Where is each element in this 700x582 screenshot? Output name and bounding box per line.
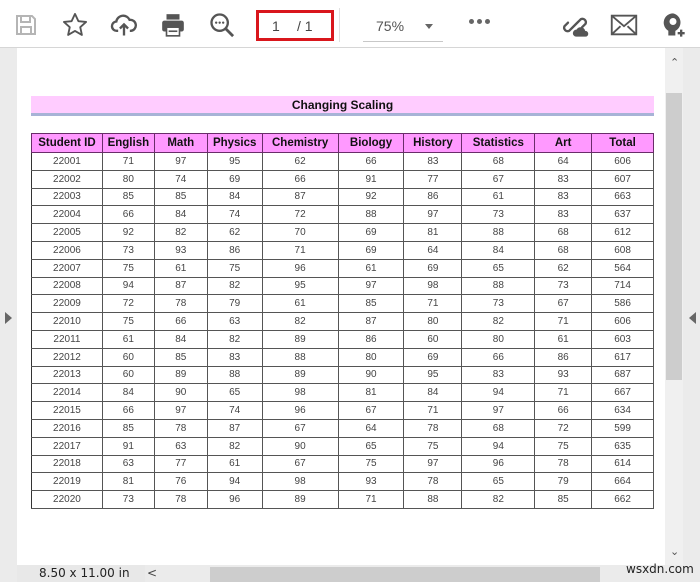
table-cell: 83 — [462, 366, 535, 384]
column-header: Chemistry — [262, 134, 338, 153]
table-cell: 637 — [592, 206, 654, 224]
table-cell: 84 — [462, 241, 535, 259]
table-cell: 606 — [592, 313, 654, 331]
table-cell: 61 — [102, 330, 154, 348]
table-cell: 68 — [462, 419, 535, 437]
table-cell: 88 — [462, 277, 535, 295]
table-cell: 78 — [154, 295, 207, 313]
table-cell: 599 — [592, 419, 654, 437]
table-cell: 92 — [102, 224, 154, 242]
table-cell: 667 — [592, 384, 654, 402]
column-header: English — [102, 134, 154, 153]
table-cell: 64 — [404, 241, 462, 259]
table-cell: 664 — [592, 473, 654, 491]
table-cell: 79 — [207, 295, 262, 313]
table-cell: 89 — [154, 366, 207, 384]
more-dot-icon — [477, 19, 482, 24]
table-row — [32, 455, 654, 473]
table-cell: 78 — [535, 455, 592, 473]
table-cell: 22004 — [32, 206, 103, 224]
table-cell: 84 — [404, 384, 462, 402]
table-cell: 67 — [262, 419, 338, 437]
table-cell: 94 — [207, 473, 262, 491]
table-cell: 74 — [154, 170, 207, 188]
table-row — [32, 491, 654, 509]
table-cell: 68 — [535, 241, 592, 259]
table-cell: 84 — [154, 330, 207, 348]
table-cell: 74 — [207, 206, 262, 224]
column-header: Biology — [338, 134, 404, 153]
table-cell: 87 — [207, 419, 262, 437]
table-cell: 73 — [462, 295, 535, 313]
page-number-input[interactable] — [256, 10, 334, 41]
table-cell: 22008 — [32, 277, 103, 295]
add-user-icon[interactable] — [658, 10, 688, 40]
table-cell: 22005 — [32, 224, 103, 242]
table-cell: 66 — [102, 206, 154, 224]
table-cell: 76 — [154, 473, 207, 491]
table-cell: 89 — [262, 330, 338, 348]
column-header: Statistics — [462, 134, 535, 153]
table-cell: 603 — [592, 330, 654, 348]
table-cell: 608 — [592, 241, 654, 259]
table-cell: 87 — [262, 188, 338, 206]
table-cell: 67 — [462, 170, 535, 188]
table-cell: 87 — [154, 277, 207, 295]
table-row — [32, 402, 654, 420]
zoom-level-value: 75% — [376, 18, 405, 34]
table-row — [32, 330, 654, 348]
table-cell: 88 — [404, 491, 462, 509]
table-row — [32, 170, 654, 188]
table-row — [32, 348, 654, 366]
table-cell: 94 — [102, 277, 154, 295]
table-cell: 96 — [462, 455, 535, 473]
table-cell: 92 — [338, 188, 404, 206]
table-cell: 80 — [338, 348, 404, 366]
table-cell: 71 — [102, 153, 154, 171]
table-cell: 85 — [154, 348, 207, 366]
table-cell: 71 — [535, 384, 592, 402]
table-cell: 617 — [592, 348, 654, 366]
table-cell: 66 — [535, 402, 592, 420]
table-cell: 97 — [462, 402, 535, 420]
table-cell: 70 — [262, 224, 338, 242]
table-cell: 98 — [262, 384, 338, 402]
table-cell: 82 — [462, 491, 535, 509]
table-cell: 65 — [338, 437, 404, 455]
table-cell: 97 — [338, 277, 404, 295]
table-cell: 69 — [404, 259, 462, 277]
expand-left-panel-icon[interactable] — [5, 312, 12, 324]
table-cell: 91 — [102, 437, 154, 455]
table-cell: 663 — [592, 188, 654, 206]
table-cell: 82 — [207, 277, 262, 295]
table-cell: 87 — [338, 313, 404, 331]
table-cell: 22006 — [32, 241, 103, 259]
table-cell: 662 — [592, 491, 654, 509]
table-cell: 95 — [207, 153, 262, 171]
table-cell: 63 — [154, 437, 207, 455]
table-cell: 62 — [535, 259, 592, 277]
table-cell: 86 — [207, 241, 262, 259]
table-cell: 22017 — [32, 437, 103, 455]
table-cell: 60 — [404, 330, 462, 348]
table-cell: 73 — [462, 206, 535, 224]
page-title: Changing Scaling — [31, 96, 654, 116]
table-cell: 67 — [338, 402, 404, 420]
left-panel-gutter — [0, 48, 17, 565]
table-cell: 82 — [262, 313, 338, 331]
table-cell: 83 — [535, 188, 592, 206]
vertical-scrollbar[interactable] — [665, 48, 683, 565]
table-cell: 93 — [535, 366, 592, 384]
table-cell: 85 — [535, 491, 592, 509]
more-dot-icon — [485, 19, 490, 24]
toolbar — [0, 0, 700, 48]
table-cell: 96 — [262, 402, 338, 420]
table-cell: 606 — [592, 153, 654, 171]
column-header: Total — [592, 134, 654, 153]
table-cell: 73 — [535, 277, 592, 295]
table-cell: 81 — [338, 384, 404, 402]
table-cell: 96 — [262, 259, 338, 277]
table-cell: 88 — [262, 348, 338, 366]
table-cell: 93 — [338, 473, 404, 491]
table-cell: 65 — [207, 384, 262, 402]
watermark: wsxdn.com — [626, 562, 694, 576]
table-cell: 62 — [207, 224, 262, 242]
table-header-row — [32, 134, 654, 153]
document-page — [17, 48, 665, 565]
bookmark-star-icon[interactable] — [60, 10, 90, 40]
table-cell: 90 — [154, 384, 207, 402]
column-header: Math — [154, 134, 207, 153]
table-cell: 90 — [338, 366, 404, 384]
table-cell: 61 — [338, 259, 404, 277]
table-row — [32, 419, 654, 437]
table-cell: 82 — [207, 437, 262, 455]
table-cell: 80 — [462, 330, 535, 348]
save-icon[interactable] — [11, 10, 41, 40]
vertical-scroll-thumb[interactable] — [666, 93, 682, 380]
table-cell: 77 — [404, 170, 462, 188]
share-link-icon[interactable] — [560, 10, 590, 40]
table-cell: 61 — [262, 295, 338, 313]
table-cell: 86 — [404, 188, 462, 206]
table-cell: 69 — [404, 348, 462, 366]
table-cell: 83 — [535, 206, 592, 224]
table-cell: 22019 — [32, 473, 103, 491]
table-row — [32, 313, 654, 331]
table-cell: 72 — [102, 295, 154, 313]
table-cell: 61 — [154, 259, 207, 277]
table-cell: 82 — [154, 224, 207, 242]
table-cell: 71 — [338, 491, 404, 509]
table-cell: 73 — [102, 241, 154, 259]
table-cell: 81 — [102, 473, 154, 491]
table-cell: 66 — [338, 153, 404, 171]
table-cell: 71 — [404, 402, 462, 420]
cloud-upload-icon[interactable] — [109, 10, 139, 40]
table-cell: 85 — [102, 188, 154, 206]
table-cell: 22011 — [32, 330, 103, 348]
status-bar — [17, 565, 683, 582]
table-row — [32, 295, 654, 313]
student-scores-table — [31, 133, 654, 509]
table-cell: 83 — [207, 348, 262, 366]
table-cell: 64 — [535, 153, 592, 171]
table-row — [32, 437, 654, 455]
table-cell: 687 — [592, 366, 654, 384]
table-cell: 86 — [338, 330, 404, 348]
table-cell: 67 — [262, 455, 338, 473]
print-icon[interactable] — [158, 10, 188, 40]
table-cell: 89 — [262, 366, 338, 384]
table-cell: 22009 — [32, 295, 103, 313]
table-cell: 83 — [535, 170, 592, 188]
table-cell: 66 — [462, 348, 535, 366]
table-cell: 74 — [207, 402, 262, 420]
table-cell: 88 — [207, 366, 262, 384]
table-cell: 98 — [404, 277, 462, 295]
table-cell: 63 — [102, 455, 154, 473]
expand-right-panel-icon[interactable] — [689, 312, 696, 324]
table-cell: 635 — [592, 437, 654, 455]
zoom-level-dropdown[interactable] — [363, 12, 443, 42]
table-cell: 69 — [338, 241, 404, 259]
table-cell: 22003 — [32, 188, 103, 206]
table-row — [32, 153, 654, 171]
table-row — [32, 473, 654, 491]
table-cell: 75 — [404, 437, 462, 455]
table-cell: 607 — [592, 170, 654, 188]
table-cell: 85 — [102, 419, 154, 437]
table-cell: 83 — [404, 153, 462, 171]
table-cell: 79 — [535, 473, 592, 491]
table-cell: 80 — [102, 170, 154, 188]
table-cell: 78 — [154, 491, 207, 509]
column-header: Physics — [207, 134, 262, 153]
table-cell: 66 — [102, 402, 154, 420]
table-cell: 84 — [207, 188, 262, 206]
table-cell: 714 — [592, 277, 654, 295]
table-cell: 72 — [535, 419, 592, 437]
chevron-down-icon — [425, 24, 433, 29]
column-header: History — [404, 134, 462, 153]
table-cell: 71 — [404, 295, 462, 313]
table-cell: 62 — [262, 153, 338, 171]
table-cell: 82 — [207, 330, 262, 348]
table-cell: 78 — [154, 419, 207, 437]
table-cell: 96 — [207, 491, 262, 509]
table-cell: 586 — [592, 295, 654, 313]
table-cell: 22012 — [32, 348, 103, 366]
table-cell: 67 — [535, 295, 592, 313]
table-cell: 88 — [462, 224, 535, 242]
more-dot-icon — [469, 19, 474, 24]
table-cell: 84 — [102, 384, 154, 402]
table-cell: 612 — [592, 224, 654, 242]
table-cell: 75 — [102, 313, 154, 331]
total-pages: / 1 — [297, 18, 313, 34]
toolbar-divider — [339, 8, 340, 42]
table-cell: 89 — [262, 491, 338, 509]
table-cell: 22007 — [32, 259, 103, 277]
table-cell: 66 — [262, 170, 338, 188]
table-cell: 75 — [207, 259, 262, 277]
table-cell: 614 — [592, 455, 654, 473]
table-cell: 75 — [338, 455, 404, 473]
table-cell: 86 — [535, 348, 592, 366]
table-row — [32, 224, 654, 242]
table-cell: 75 — [102, 259, 154, 277]
table-cell: 84 — [154, 206, 207, 224]
table-cell: 22014 — [32, 384, 103, 402]
table-cell: 80 — [404, 313, 462, 331]
table-cell: 95 — [404, 366, 462, 384]
table-cell: 22010 — [32, 313, 103, 331]
table-cell: 22018 — [32, 455, 103, 473]
table-cell: 65 — [462, 259, 535, 277]
table-cell: 94 — [462, 437, 535, 455]
table-cell: 78 — [404, 419, 462, 437]
zoom-out-icon[interactable] — [207, 10, 237, 40]
more-tools-button[interactable] — [469, 19, 490, 24]
table-cell: 85 — [338, 295, 404, 313]
scroll-down-icon[interactable]: ⌄ — [670, 545, 680, 558]
table-cell: 22013 — [32, 366, 103, 384]
table-cell: 66 — [154, 313, 207, 331]
table-cell: 69 — [338, 224, 404, 242]
table-cell: 91 — [338, 170, 404, 188]
table-row — [32, 206, 654, 224]
table-cell: 61 — [207, 455, 262, 473]
table-cell: 61 — [535, 330, 592, 348]
table-cell: 85 — [154, 188, 207, 206]
table-cell: 97 — [154, 402, 207, 420]
table-cell: 564 — [592, 259, 654, 277]
table-cell: 73 — [102, 491, 154, 509]
table-cell: 94 — [462, 384, 535, 402]
table-cell: 72 — [262, 206, 338, 224]
table-cell: 22016 — [32, 419, 103, 437]
current-page: 1 — [272, 18, 280, 34]
table-row — [32, 259, 654, 277]
table-cell: 61 — [462, 188, 535, 206]
table-cell: 64 — [338, 419, 404, 437]
table-cell: 634 — [592, 402, 654, 420]
table-cell: 97 — [404, 455, 462, 473]
table-cell: 22002 — [32, 170, 103, 188]
horizontal-scroll-thumb[interactable] — [210, 567, 600, 582]
table-cell: 77 — [154, 455, 207, 473]
table-cell: 78 — [404, 473, 462, 491]
page-size-label: 8.50 x 11.00 in — [17, 565, 145, 582]
table-cell: 63 — [207, 313, 262, 331]
table-cell: 22015 — [32, 402, 103, 420]
table-cell: 88 — [338, 206, 404, 224]
column-header: Art — [535, 134, 592, 153]
table-row — [32, 277, 654, 295]
table-row — [32, 384, 654, 402]
table-cell: 71 — [262, 241, 338, 259]
email-icon[interactable] — [609, 10, 639, 40]
table-cell: 69 — [207, 170, 262, 188]
table-row — [32, 188, 654, 206]
table-cell: 93 — [154, 241, 207, 259]
table-cell: 68 — [535, 224, 592, 242]
table-cell: 75 — [535, 437, 592, 455]
table-cell: 22020 — [32, 491, 103, 509]
scroll-up-icon[interactable]: ⌃ — [670, 56, 680, 69]
table-cell: 82 — [462, 313, 535, 331]
table-cell: 97 — [404, 206, 462, 224]
table-cell: 22001 — [32, 153, 103, 171]
table-cell: 97 — [154, 153, 207, 171]
table-cell: 95 — [262, 277, 338, 295]
table-row — [32, 366, 654, 384]
table-cell: 68 — [462, 153, 535, 171]
table-cell: 71 — [535, 313, 592, 331]
table-cell: 60 — [102, 348, 154, 366]
table-cell: 65 — [462, 473, 535, 491]
table-cell: 60 — [102, 366, 154, 384]
table-cell: 81 — [404, 224, 462, 242]
table-cell: 98 — [262, 473, 338, 491]
table-cell: 90 — [262, 437, 338, 455]
table-row — [32, 241, 654, 259]
column-header: Student ID — [32, 134, 103, 153]
scroll-left-icon[interactable]: < — [147, 566, 158, 580]
